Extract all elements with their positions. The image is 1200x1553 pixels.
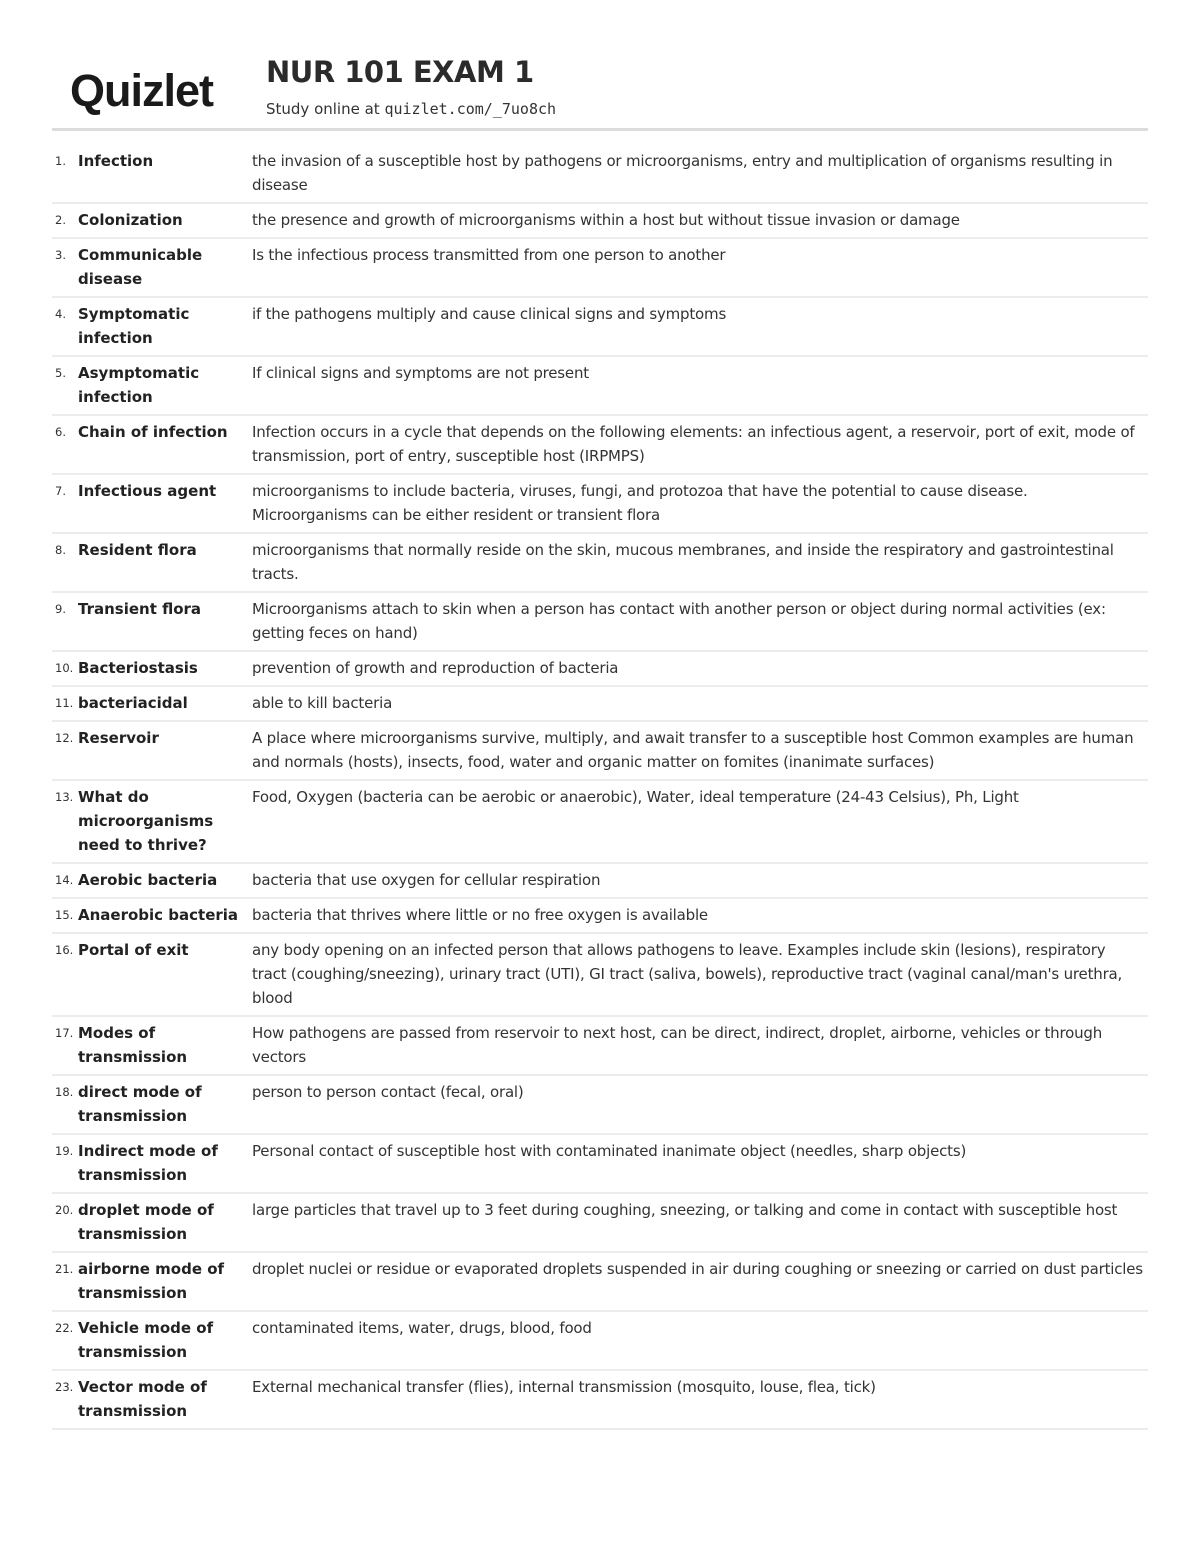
card-definition: person to person contact (fecal, oral) [252, 1083, 524, 1101]
card-row [52, 204, 1148, 239]
card-number: 8. [55, 543, 66, 557]
card-term: direct mode of transmission [78, 1083, 202, 1125]
card-number: 6. [55, 425, 66, 439]
card-number: 3. [55, 248, 66, 262]
card-definition: prevention of growth and reproduction of bacteria [252, 659, 619, 677]
card-row [52, 1135, 1148, 1194]
card-number: 18. [55, 1085, 74, 1099]
card-term: Modes of transmission [78, 1024, 188, 1066]
card-term: Portal of exit [78, 941, 189, 959]
quizlet-logo[interactable]: Quizlet [70, 65, 214, 116]
card-number: 9. [55, 602, 66, 616]
card-term: Asymptomatic infection [78, 364, 200, 406]
card-definition: How pathogens are passed from reservoir to next host, can be direct, indirect, droplet, airborne, vehicles or through vectors [252, 1024, 1103, 1066]
study-online-line [266, 102, 556, 117]
page-title: NUR 101 EXAM 1 [266, 55, 534, 89]
card-number: 11. [55, 696, 74, 710]
card-number: 15. [55, 908, 74, 922]
card-term: Transient flora [78, 600, 202, 618]
card-term: airborne mode of transmission [78, 1260, 225, 1302]
card-number: 23. [55, 1380, 74, 1394]
card-definition: large particles that travel up to 3 feet during coughing, sneezing, or talking and come in contact with susceptible host [252, 1201, 1118, 1219]
card-definition: Microorganisms attach to skin when a person has contact with another person or object during normal activities (ex: getting feces on hand) [252, 600, 1106, 642]
card-row [52, 1371, 1148, 1430]
card-number: 22. [55, 1321, 74, 1335]
card-definition: bacteria that use oxygen for cellular respiration [252, 871, 601, 889]
card-definition: bacteria that thrives where little or no free oxygen is available [252, 906, 708, 924]
card-row [52, 687, 1148, 722]
card-row [52, 652, 1148, 687]
card-row [52, 475, 1148, 534]
card-term: Anaerobic bacteria [78, 906, 239, 924]
card-row [52, 593, 1148, 652]
card-term: Communicable disease [78, 246, 203, 288]
header-divider [52, 128, 1148, 131]
card-row [52, 298, 1148, 357]
card-row [52, 899, 1148, 934]
card-row [52, 781, 1148, 864]
card-list [52, 145, 1148, 1430]
card-definition: Infection occurs in a cycle that depends on the following elements: an infectious agent, a reservoir, port of exit, mode of transmission, port of entry, susceptible host (IRPMPS) [252, 423, 1135, 465]
card-definition: Is the infectious process transmitted from one person to another [252, 246, 726, 264]
card-definition: able to kill bacteria [252, 694, 393, 712]
card-row [52, 722, 1148, 781]
card-definition: Food, Oxygen (bacteria can be aerobic or anaerobic), Water, ideal temperature (24-43 Celsius), Ph, Light [252, 788, 1019, 806]
card-term: Bacteriostasis [78, 659, 198, 677]
card-definition: if the pathogens multiply and cause clinical signs and symptoms [252, 305, 727, 323]
card-definition: External mechanical transfer (flies), internal transmission (mosquito, louse, flea, tick) [252, 1378, 876, 1396]
card-definition: microorganisms to include bacteria, viruses, fungi, and protozoa that have the potential to cause disease. Microorganisms can be either resident or transient flora [252, 482, 1028, 524]
card-row [52, 239, 1148, 298]
card-term: Indirect mode of transmission [78, 1142, 218, 1184]
card-number: 21. [55, 1262, 74, 1276]
card-number: 4. [55, 307, 66, 321]
study-url-link[interactable]: quizlet.com/_7uo8ch [384, 100, 557, 118]
card-row [52, 1076, 1148, 1135]
card-number: 19. [55, 1144, 74, 1158]
card-row [52, 864, 1148, 899]
card-term: Resident flora [78, 541, 197, 559]
card-term: Vector mode of transmission [78, 1378, 207, 1420]
card-term: droplet mode of transmission [78, 1201, 214, 1243]
card-row [52, 1312, 1148, 1371]
card-term: Symptomatic infection [78, 305, 190, 347]
card-definition: droplet nuclei or residue or evaporated droplets suspended in air during coughing or sneezing or carried on dust particles [252, 1260, 1143, 1278]
page-header [52, 56, 1148, 126]
card-row [52, 1194, 1148, 1253]
card-term: bacteriacidal [78, 694, 188, 712]
card-definition: microorganisms that normally reside on the skin, mucous membranes, and inside the respiratory and gastrointestinal tracts. [252, 541, 1114, 583]
card-row [52, 145, 1148, 204]
card-term: Chain of infection [78, 423, 228, 441]
card-number: 10. [55, 661, 74, 675]
card-definition: Personal contact of susceptible host with contaminated inanimate object (needles, sharp objects) [252, 1142, 967, 1160]
card-number: 17. [55, 1026, 74, 1040]
card-number: 12. [55, 731, 74, 745]
card-row [52, 1253, 1148, 1312]
card-definition: the presence and growth of microorganisms within a host but without tissue invasion or damage [252, 211, 960, 229]
card-row [52, 1017, 1148, 1076]
study-online-label: Study online at [266, 100, 385, 118]
card-row [52, 534, 1148, 593]
card-term: Infectious agent [78, 482, 217, 500]
card-number: 2. [55, 213, 66, 227]
card-term: Infection [78, 152, 154, 170]
card-definition: the invasion of a susceptible host by pathogens or microorganisms, entry and multiplication of organisms resulting in disease [252, 152, 1113, 194]
card-definition: any body opening on an infected person that allows pathogens to leave. Examples include skin (lesions), respiratory tract (coughing/sneezing), urinary tract (UTI), GI tract (saliva, bowels), reproductive tract (vaginal canal/man's urethra, blood [252, 941, 1123, 1007]
card-term: Vehicle mode of transmission [78, 1319, 214, 1361]
card-term: What do microorganisms need to thrive? [78, 788, 214, 854]
card-row [52, 357, 1148, 416]
card-term: Colonization [78, 211, 183, 229]
card-number: 13. [55, 790, 74, 804]
card-definition: A place where microorganisms survive, multiply, and await transfer to a susceptible host Common examples are human and normals (hosts), insects, food, water and organic matter on fomites (inanimate surfaces) [252, 729, 1134, 771]
card-term: Reservoir [78, 729, 159, 747]
card-row [52, 416, 1148, 475]
card-number: 14. [55, 873, 74, 887]
card-number: 7. [55, 484, 66, 498]
card-definition: If clinical signs and symptoms are not present [252, 364, 589, 382]
card-term: Aerobic bacteria [78, 871, 218, 889]
card-number: 1. [55, 154, 66, 168]
card-number: 16. [55, 943, 74, 957]
card-definition: contaminated items, water, drugs, blood, food [252, 1319, 592, 1337]
card-number: 20. [55, 1203, 74, 1217]
card-row [52, 934, 1148, 1017]
card-number: 5. [55, 366, 66, 380]
